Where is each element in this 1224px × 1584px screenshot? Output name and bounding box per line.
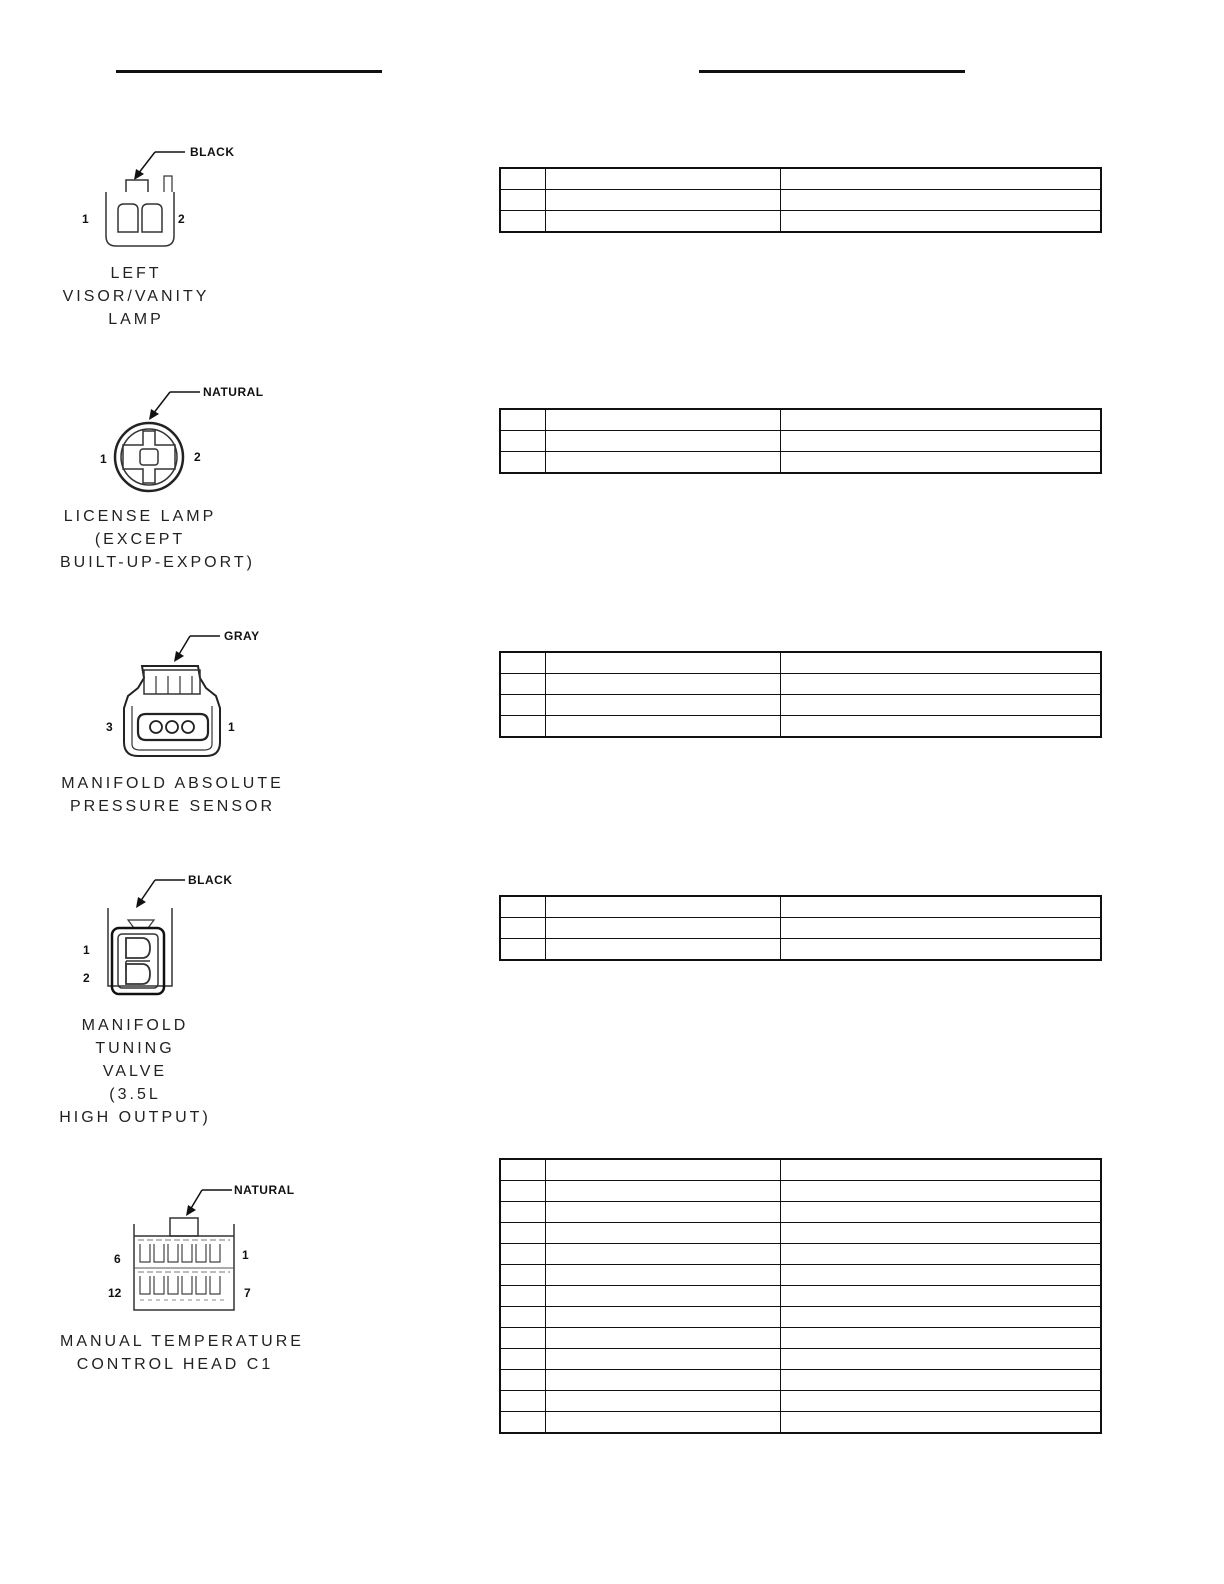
pin-label: 2 [178,212,185,226]
table-row [500,1181,1101,1202]
connector-drawing [60,1180,320,1320]
table-row [500,939,1101,961]
table-row [500,1244,1101,1265]
table-row [500,211,1101,233]
connector-drawing [60,870,280,1000]
connector-color: BLACK [188,873,233,887]
pin-label: 1 [82,212,89,226]
connector-name: MANIFOLD ABSOLUTE PRESSURE SENSOR [61,775,284,815]
pin-label: 3 [106,720,113,734]
table-row [500,1223,1101,1244]
table-row [500,1370,1101,1391]
table-row [500,1307,1101,1328]
table-row [500,168,1101,190]
connector-name: MANUAL TEMPERATURE CONTROL HEAD C1 [60,1333,304,1373]
pin-label: 2 [194,450,201,464]
right-header-rule [699,70,965,73]
table-row [500,1412,1101,1434]
table-row [500,1286,1101,1307]
table-row [500,716,1101,738]
pin-label: 12 [108,1286,122,1300]
connector-name: LICENSE LAMP (EXCEPT BUILT-UP-EXPORT) [60,508,255,571]
table-row [500,1349,1101,1370]
connector-name: LEFT VISOR/VANITY LAMP [62,265,210,328]
table-row [500,695,1101,716]
table-row [500,431,1101,452]
table-row [500,409,1101,431]
table-row [500,190,1101,211]
pin-label: 7 [244,1286,251,1300]
table-row [500,1391,1101,1412]
table-row [500,1159,1101,1181]
pin-label: 1 [242,1248,249,1262]
connector-manifold-tuning-valve [60,870,320,1130]
table-row [500,1202,1101,1223]
table-row [500,1328,1101,1349]
connector-name: MANIFOLD TUNING VALVE (3.5L HIGH OUTPUT) [59,1017,211,1126]
connector-color: BLACK [190,145,235,159]
pin-table [499,408,1102,474]
connector-left-visor-vanity-lamp [60,140,320,340]
pin-table [499,1158,1102,1434]
pin-label: 2 [83,971,90,985]
table-row [500,452,1101,474]
connector-drawing [60,382,280,502]
pin-table [499,895,1102,961]
table-row [500,896,1101,918]
connector-color: NATURAL [234,1183,295,1197]
left-header-rule [116,70,382,73]
connector-color: GRAY [224,629,260,643]
pin-label: 1 [100,452,107,466]
pin-table [499,167,1102,233]
connector-drawing [60,626,300,766]
connector-license-lamp [60,382,320,582]
connector-map-sensor [60,626,320,826]
pin-table [499,651,1102,738]
table-row [500,674,1101,695]
pin-label: 1 [83,943,90,957]
pin-label: 1 [228,720,235,734]
pin-label: 6 [114,1252,121,1266]
table-row [500,1265,1101,1286]
table-row [500,652,1101,674]
table-row [500,918,1101,939]
connector-manual-temperature-control-head-c1 [60,1180,320,1380]
connector-color: NATURAL [203,385,264,399]
